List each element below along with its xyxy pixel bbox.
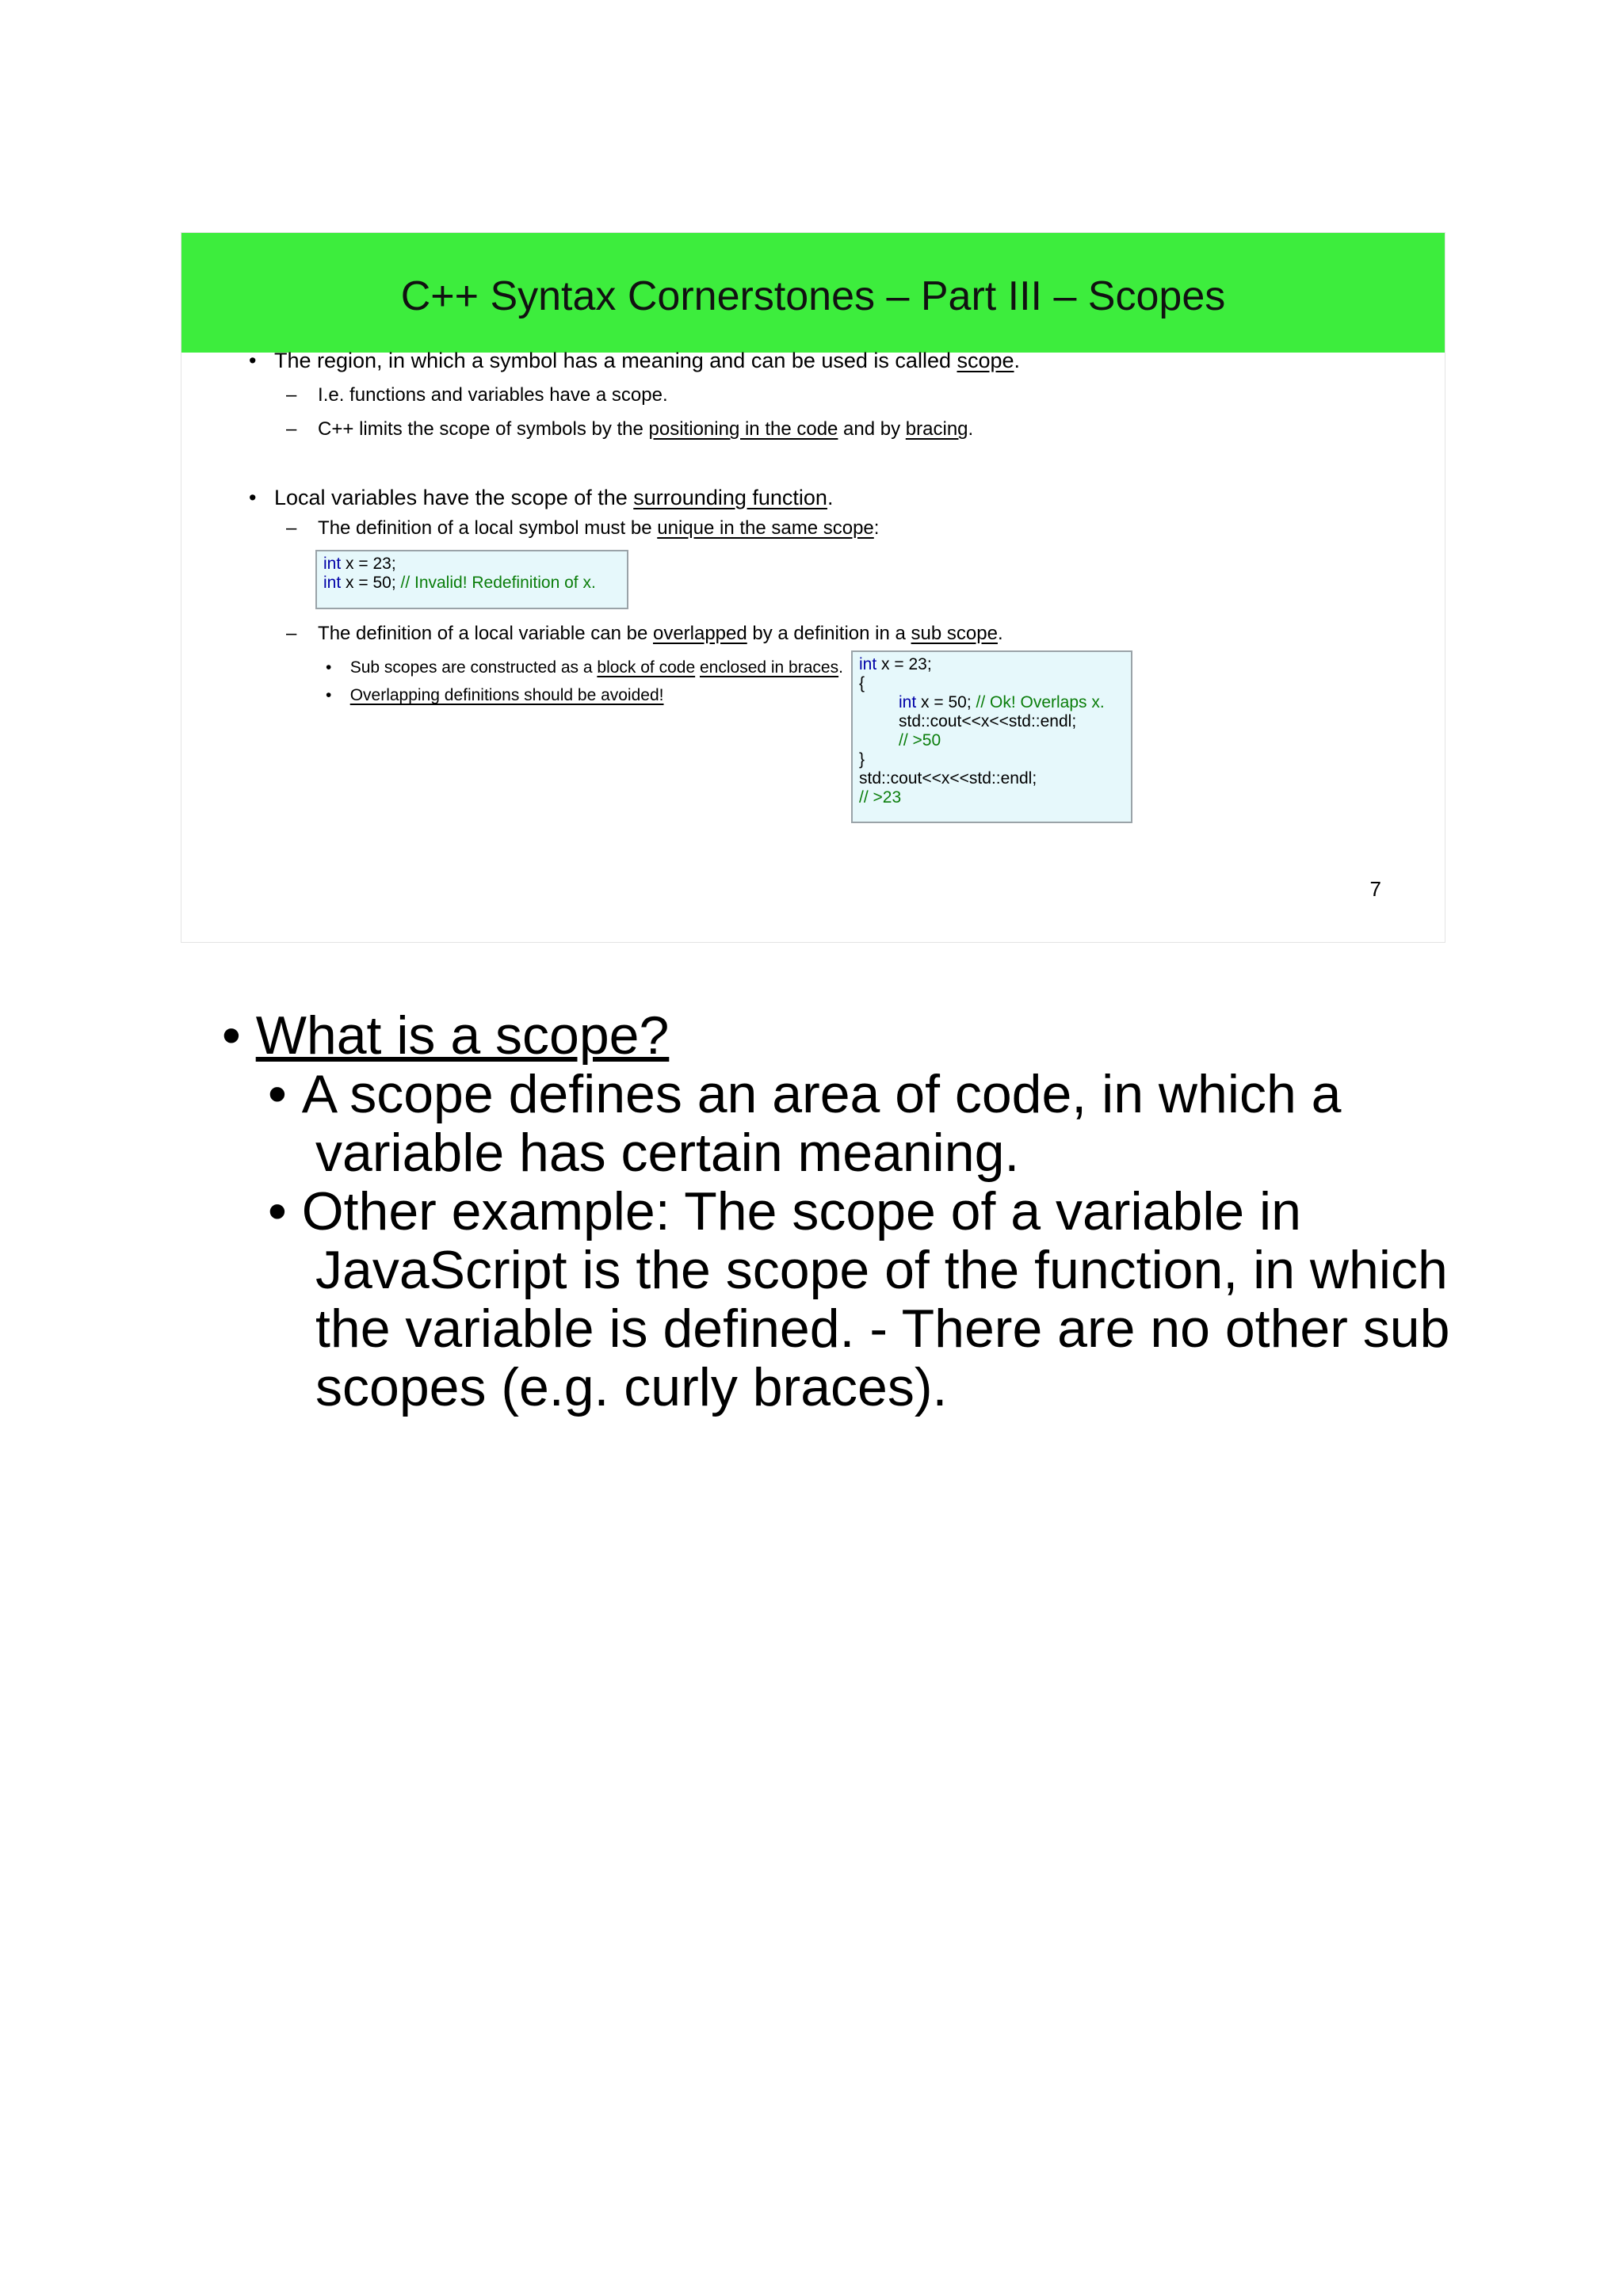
bullet-2-sub-2-item-1 xyxy=(326,658,843,678)
bullet-1-sub-2 xyxy=(286,418,973,441)
code-comment: // Ok! Overlaps x. xyxy=(976,693,1105,711)
bullet-2-sub-2-item-2 xyxy=(326,685,663,706)
slide xyxy=(181,232,1445,943)
term-sub-scope: sub scope xyxy=(911,623,998,644)
code-line: { xyxy=(859,674,865,692)
code-comment: // >50 xyxy=(899,731,941,749)
term-surrounding-function: surrounding function xyxy=(633,486,827,509)
bullet-2-sub-1-end: : xyxy=(873,517,880,539)
notes-text-line: Other example: The scope of a variable in xyxy=(301,1181,1301,1241)
code-line: std::cout<<x<<std::endl; xyxy=(859,769,1037,788)
term-scope: scope xyxy=(957,349,1014,372)
code-text: x = 50; xyxy=(341,574,401,592)
code-text: x = 23; xyxy=(876,655,932,673)
speaker-notes xyxy=(222,1006,1458,1417)
bullet-1-end: . xyxy=(1014,349,1021,372)
bullet-2-text: Local variables have the scope of the xyxy=(273,486,634,509)
bullet-dot: • xyxy=(326,686,332,704)
term-overlapped: overlapped xyxy=(652,623,747,644)
dash-marker: – xyxy=(286,418,297,440)
code-line: } xyxy=(859,750,865,769)
bullet-1-text: The region, in which a symbol has a meaning and can be used is called xyxy=(273,349,957,372)
bullet-dot: • xyxy=(268,1181,287,1241)
code-line: std::cout<<x<<std::endl; xyxy=(899,712,1077,730)
code-keyword: int xyxy=(323,574,342,592)
notes-text-line: JavaScript is the scope of the function, in which xyxy=(315,1240,1448,1300)
term-block-of-code: block of code xyxy=(597,658,696,677)
code-block-overlap xyxy=(851,650,1132,823)
term-unique-scope: unique in the same scope xyxy=(657,517,874,539)
notes-heading xyxy=(222,1006,1458,1065)
dash-marker: – xyxy=(286,384,297,406)
bullet-1-sub-2-text: C++ limits the scope of symbols by the xyxy=(318,418,649,440)
code-keyword: int xyxy=(859,655,877,673)
bullet-2-sub-2 xyxy=(286,623,1003,645)
sub-item-end: . xyxy=(838,658,843,677)
bullet-2 xyxy=(249,485,833,510)
dash-marker: – xyxy=(286,623,297,644)
bullet-dot: • xyxy=(222,1005,241,1066)
code-text: x = 23; xyxy=(341,555,396,573)
code-block-invalid xyxy=(315,550,628,609)
code-comment: // Invalid! Redefinition of x. xyxy=(400,574,596,592)
sub-item-text: Sub scopes are constructed as a xyxy=(349,658,598,677)
bullet-2-sub-1-text: The definition of a local symbol must be xyxy=(318,517,658,539)
term-enclosed-in-braces: enclosed in braces xyxy=(699,658,839,677)
code-keyword: int xyxy=(323,555,342,573)
code-keyword: int xyxy=(899,693,917,711)
notes-text-line: the variable is defined. - There are no other sub xyxy=(315,1299,1450,1359)
notes-heading-text: What is a scope? xyxy=(255,1005,670,1066)
notes-text-line: A scope defines an area of code, in which a xyxy=(301,1064,1342,1124)
code-line xyxy=(859,693,1125,712)
code-line xyxy=(323,574,621,593)
bullet-dot: • xyxy=(249,349,257,372)
code-line xyxy=(859,655,1125,674)
notes-item-2 xyxy=(222,1182,1458,1241)
bullet-2-end: . xyxy=(827,486,834,509)
bullet-1-sub-1-text: I.e. functions and variables have a scope. xyxy=(318,384,668,406)
code-comment: // >23 xyxy=(859,788,902,807)
term-positioning: positioning in the code xyxy=(648,418,838,440)
dash-marker: – xyxy=(286,517,297,539)
bullet-1-sub-2-end: . xyxy=(968,418,974,440)
code-line xyxy=(323,555,621,574)
slide-title: C++ Syntax Cornerstones – Part III – Scopes xyxy=(400,273,1226,319)
bullet-2-sub-2-text: The definition of a local variable can be xyxy=(318,623,653,644)
bullet-2-sub-1 xyxy=(286,517,879,540)
bullet-2-sub-2-mid: by a definition in a xyxy=(747,623,911,644)
bullet-dot: • xyxy=(268,1064,287,1124)
bullet-1-sub-2-mid: and by xyxy=(838,418,906,440)
bullet-dot: • xyxy=(326,658,332,677)
page-number: 7 xyxy=(1369,877,1381,901)
bullet-2-sub-2-end: . xyxy=(997,623,1003,644)
notes-item-1 xyxy=(222,1065,1458,1123)
term-bracing: bracing xyxy=(905,418,968,440)
notes-text-line: variable has certain meaning. xyxy=(315,1123,1020,1183)
code-text: x = 50; xyxy=(916,693,976,711)
notes-text-line: scopes (e.g. curly braces). xyxy=(315,1357,948,1417)
slide-header xyxy=(181,233,1445,353)
sub-item-text: Overlapping definitions should be avoided! xyxy=(349,686,664,704)
bullet-dot: • xyxy=(249,486,257,509)
bullet-1 xyxy=(249,348,1020,373)
bullet-1-sub-1 xyxy=(286,384,668,406)
